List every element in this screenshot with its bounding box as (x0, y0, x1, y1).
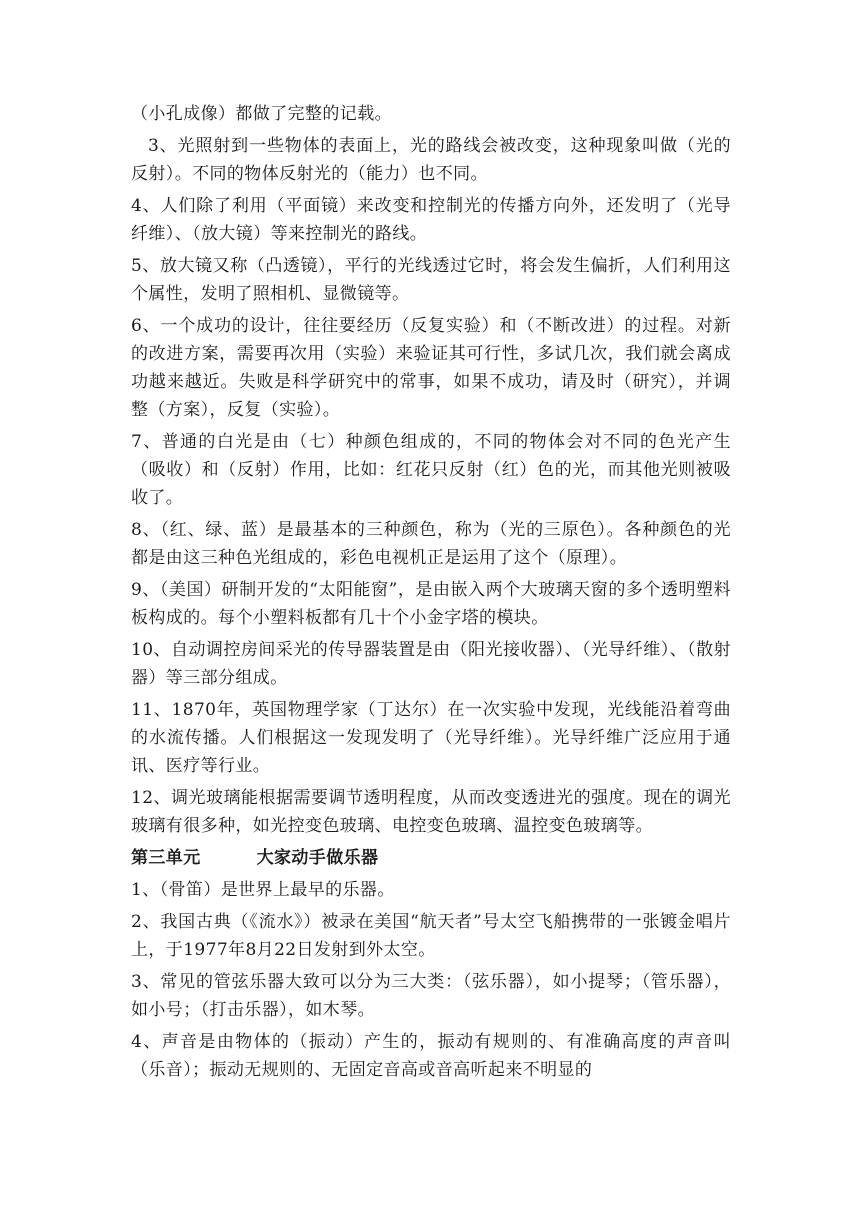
paragraph-11: 11、1870年，英国物理学家（丁达尔）在一次实验中发现，光线能沿着弯曲的水流传播。人们根据这一发现发明了（光导纤维）。光导纤维广泛应用于通讯、医疗等行业。 (131, 700, 731, 776)
paragraph-continuation: （小孔成像）都做了完整的记载。 (131, 104, 392, 124)
section-unit: 第三单元 (131, 848, 201, 868)
section-heading (131, 844, 731, 872)
paragraph-9: 9、（美国）研制开发的“太阳能窗”，是由嵌入两个大玻璃天窗的多个透明塑料板构成的。每个小塑料板都有几十个小金字塔的模块。 (131, 580, 731, 628)
document-body (131, 100, 731, 1088)
paragraph-4: 4、人们除了利用（平面镜）来改变和控制光的传播方向外，还发明了（光导纤维）、（放大镜）等来控制光的路线。 (131, 196, 731, 244)
paragraph-3: 3、光照射到一些物体的表面上，光的路线会被改变，这种现象叫做（光的反射）。不同的物体反射光的（能力）也不同。 (131, 136, 731, 184)
paragraph-5: 5、放大镜又称（凸透镜），平行的光线透过它时，将会发生偏折，人们利用这个属性，发明了照相机、显微镜等。 (131, 256, 731, 304)
section-paragraph-3: 3、常见的管弦乐器大致可以分为三大类：（弦乐器），如小提琴；（管乐器），如小号；（打击乐器），如木琴。 (131, 972, 731, 1020)
section-paragraph-1: 1、（骨笛）是世界上最早的乐器。 (131, 880, 395, 900)
section-paragraph-2: 2、我国古典（《流水》）被录在美国“航天者”号太空飞船携带的一张镀金唱片上，于1977年8月22日发射到外太空。 (131, 912, 731, 960)
paragraph-12: 12、调光玻璃能根据需要调节透明程度，从而改变透进光的强度。现在的调光玻璃有很多种，如光控变色玻璃、电控变色玻璃、温控变色玻璃等。 (131, 788, 731, 836)
paragraph-6: 6、一个成功的设计，往往要经历（反复实验）和（不断改进）的过程。对新的改进方案，需要再次用（实验）来验证其可行性，多试几次，我们就会离成功越来越近。失败是科学研究中的常事，如果不成功，请及时（研究），并调整（方案），反复（实验）。 (131, 316, 731, 420)
paragraph-8: 8、（红、绿、蓝）是最基本的三种颜色，称为（光的三原色）。各种颜色的光都是由这三种色光组成的，彩色电视机正是运用了这个（原理）。 (131, 520, 731, 568)
section-paragraph-4: 4、声音是由物体的（振动）产生的，振动有规则的、有准确高度的声音叫（乐音）；振动无规则的、无固定音高或音高听起来不明显的 (131, 1032, 731, 1080)
paragraph-10: 10、自动调控房间采光的传导器装置是由（阳光接收器）、（光导纤维）、（散射器）等三部分组成。 (131, 640, 731, 688)
section-title: 大家动手做乐器 (256, 848, 379, 868)
paragraph-7: 7、普通的白光是由（七）种颜色组成的，不同的物体会对不同的色光产生（吸收）和（反射）作用，比如：红花只反射（红）色的光，而其他光则被吸收了。 (131, 432, 731, 508)
